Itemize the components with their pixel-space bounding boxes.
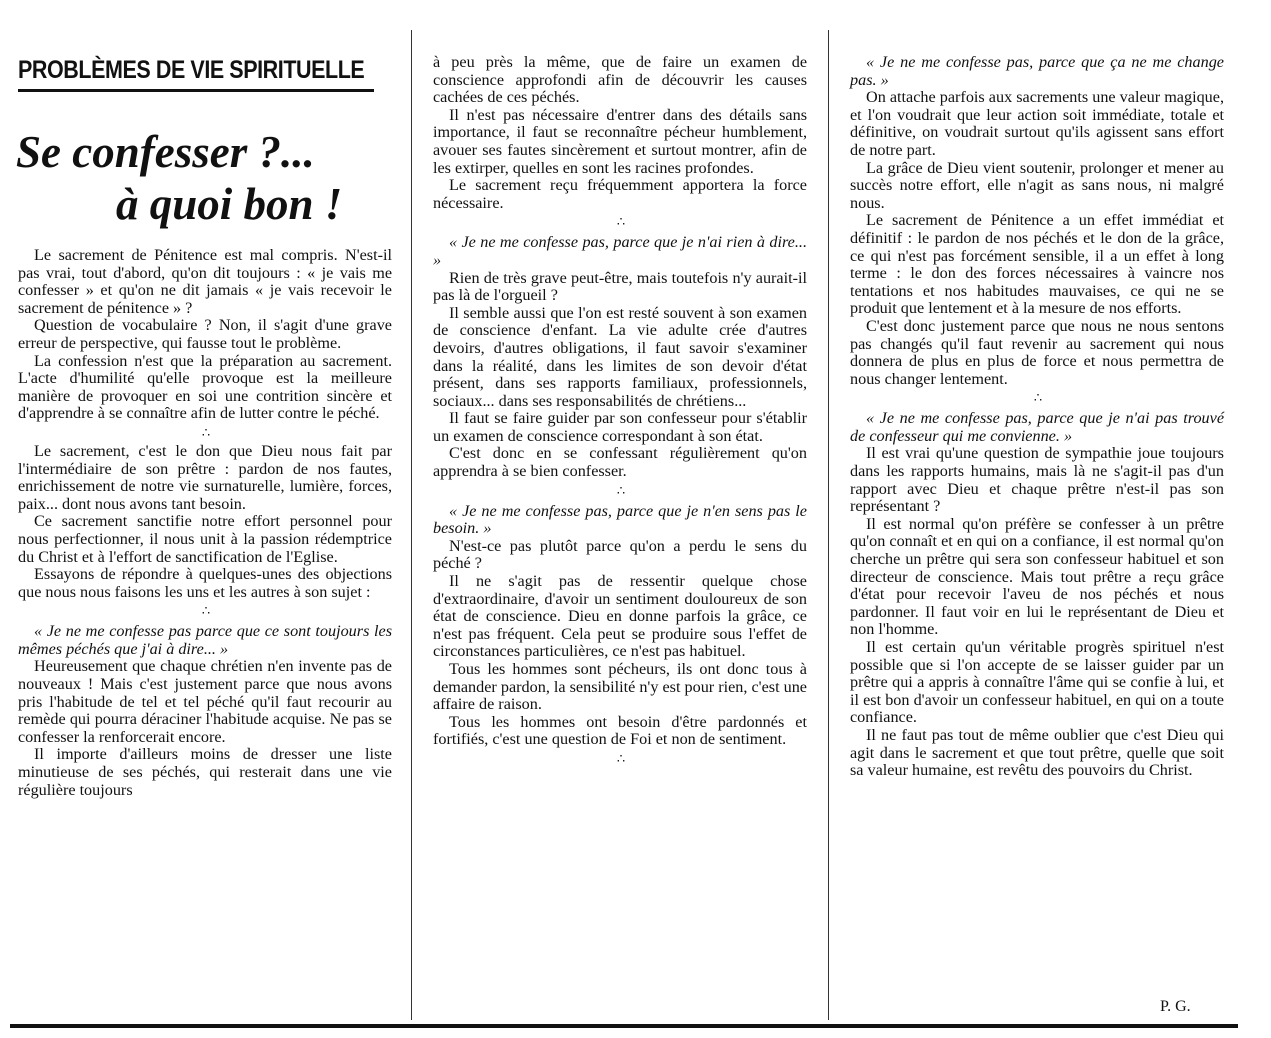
- paragraph: Il est vrai qu'une question de sympathie joue toujours dans les rapports humains, mais là ne s'agit-il pas d'un rapport avec Dieu et chaque prêtre n'est-il pas son représentant ?: [850, 444, 1224, 516]
- paragraph: La grâce de Dieu vient soutenir, prolonger et mener au succès notre effort, elle n'agit as sans nous, ni malgré nous.: [850, 158, 1224, 212]
- paragraph: Tous les hommes sont pécheurs, ils ont donc tous à demander pardon, la sensibilité n'y est pour rien, c'est une affaire de raison.: [433, 660, 807, 714]
- paragraph: On attache parfois aux sacrements une valeur magique, et l'on voudrait que leur action soit immédiate, totale et définitive, on voudrait surtout qu'ils agissent sans effort de notre part.: [850, 88, 1224, 159]
- section-separator: ∴: [616, 214, 624, 230]
- column-divider: [828, 30, 829, 1020]
- paragraph: Tous les hommes ont besoin d'être pardonnés et fortifiés, c'est une question de Foi et non de sentiment.: [433, 712, 807, 749]
- paragraph: Il semble aussi que l'on est resté souvent à son examen de conscience d'enfant. La vie adulte crée d'autres devoirs, d'autres obligations, il faut savoir s'examiner dans la réalité, dans les limites de son devoir d'état présent, dans ses rapports familiaux, professionnels, sociaux... dans ses responsabilités de chrétiens...: [433, 303, 807, 410]
- paragraph: N'est-ce pas plutôt parce qu'on a perdu le sens du péché ?: [433, 536, 807, 573]
- paragraph: Il faut se faire guider par son confesseur pour s'établir un examen de conscience correspondant à son état.: [433, 409, 807, 445]
- paragraph: La confession n'est que la préparation au sacrement. L'acte d'humilité qu'elle provoque est la meilleure manière de provoquer en soi une contrition sincère et d'apprendre à se connaître afin de lutter contre le péché.: [18, 351, 392, 423]
- column-3: [850, 54, 1224, 780]
- paragraph: Il ne s'agit pas de ressentir quelque chose d'extraordinaire, d'avoir un sentiment douloureux de son état de conscience. Dieu en donne parfois la grâce, ce n'est pas fréquent. Cela peut se produire sous l'effet de circonstances particulières, ce n'est pas habituel.: [433, 572, 807, 661]
- section-separator: ∴: [201, 603, 209, 619]
- paragraph: Il ne faut pas tout de même oublier que c'est Dieu qui agit dans le sacrement et que tout prêtre, quelle que soit sa valeur humaine, est revêtu des pouvoirs du Christ.: [850, 725, 1224, 780]
- column-2: [433, 54, 807, 769]
- rubric-underline: [18, 89, 374, 92]
- paragraph: Le sacrement, c'est le don que Dieu nous fait par l'intermédiaire de son prêtre : pardon de nos fautes, enrichissement de notre vie surnaturelle, lumière, forces, paix... dont nous avons tant besoin.: [18, 441, 392, 513]
- paragraph: Heureusement que chaque chrétien n'en invente pas de nouveaux ! Mais c'est justement parce que nous avons pris l'habitude de tel et tel péché qu'il faut recourir au remède qui pourra déraciner l'habitude acquise. Ne pas se confesser la renforcerait encore.: [18, 657, 392, 746]
- paragraph: C'est donc en se confessant régulièrement qu'on apprendra à se bien confesser.: [433, 444, 807, 481]
- column-divider: [411, 30, 412, 1020]
- paragraph: Il n'est pas nécessaire d'entrer dans des détails sans importance, il faut se reconnaître pécheur humblement, avouer ses fautes sincèrement et surtout montrer, afin de les extirper, quelles en sont les racines profondes.: [433, 105, 807, 177]
- objection-quote: « Je ne me confesse pas, parce que je n'en sens pas le besoin. »: [433, 501, 807, 538]
- article-headline: [16, 126, 416, 230]
- section-separator: ∴: [616, 750, 624, 766]
- paragraph: Rien de très grave peut-être, mais toutefois n'y aurait-il pas là de l'orgueil ?: [433, 268, 807, 305]
- objection-quote: « Je ne me confesse pas parce que ce sont toujours les mêmes péchés que j'ai à dire... »: [18, 622, 392, 658]
- paragraph: à peu près la même, que de faire un examen de conscience approfondi afin de découvrir les causes cachées de ces péchés.: [433, 53, 807, 107]
- section-separator: ∴: [201, 424, 209, 440]
- author-signature: P. G.: [1160, 998, 1191, 1015]
- section-separator: ∴: [616, 482, 624, 498]
- objection-quote: « Je ne me confesse pas, parce que je n'ai rien à dire... »: [433, 233, 807, 269]
- paragraph: Il est certain qu'un véritable progrès spirituel n'est possible que si l'on accepte de se laisser guider par un prêtre qui a appris à connaître l'âme qui se confie à lui, et il est bon d'avoir un confesseur habituel, en qui on a toute confiance.: [850, 638, 1224, 727]
- paragraph: Le sacrement de Pénitence est mal compris. N'est-il pas vrai, tout d'abord, qu'on dit toujours : « je vais me confesser » et qu'on ne dit jamais « je vais recevoir le sacrement de pénitence » ?: [18, 246, 392, 317]
- rubric-title: PROBLÈMES DE VIE SPIRITUELLE: [18, 56, 365, 84]
- headline-line-2: à quoi bon !: [116, 179, 343, 229]
- paragraph: Essayons de répondre à quelques-unes des objections que nous nous faisons les uns et les autres à son sujet :: [18, 565, 392, 601]
- paragraph: Il est normal qu'on préfère se confesser à un prêtre qu'on connaît et en qui on a confiance, il est normal qu'on cherche un prêtre qui sera son confesseur habituel et son directeur de conscience. Mais tout prêtre a reçu grâce d'état pour recevoir l'aveu de nos péchés et nous pardonner. Il faut voir en lui le représentant de Dieu et non l'homme.: [850, 514, 1224, 639]
- paragraph: Ce sacrement sanctifie notre effort personnel pour nous perfectionner, il nous unit à la passion rédemptrice du Christ et à l'effort de sanctification de l'Eglise.: [18, 512, 392, 566]
- headline-line-1: Se confesser ?...: [16, 127, 315, 177]
- objection-quote: « Je ne me confesse pas, parce que ça ne me change pas. »: [850, 53, 1224, 89]
- paragraph: C'est donc justement parce que nous ne nous sentons pas changés qu'il faut revenir au sacrement qui nous donnera de plus en plus de force et nous permettra de nous changer lentement.: [850, 316, 1224, 388]
- objection-quote: « Je ne me confesse pas, parce que je n'ai pas trouvé de confesseur qui me convienne. »: [850, 409, 1224, 445]
- paragraph: Question de vocabulaire ? Non, il s'agit d'une grave erreur de perspective, qui fausse tout le problème.: [18, 316, 392, 352]
- paragraph: Il importe d'ailleurs moins de dresser une liste minutieuse de ses péchés, qui resterait dans une vie régulière toujours: [18, 745, 392, 799]
- bottom-rule: [10, 1024, 1238, 1028]
- paragraph: Le sacrement reçu fréquemment apportera la force nécessaire.: [433, 176, 807, 212]
- section-separator: ∴: [1033, 390, 1041, 406]
- column-1: [18, 247, 392, 799]
- paragraph: Le sacrement de Pénitence a un effet immédiat et définitif : le pardon de nos péchés et le don de la grâce, ce qui n'est pas forcément sensible, il a un effet à long terme : le don des forces nécessaires à vaincre nos tentations et nos habitudes mauvaises, ce qui ne se produit que lentement et à la mesure de nos efforts.: [850, 211, 1224, 318]
